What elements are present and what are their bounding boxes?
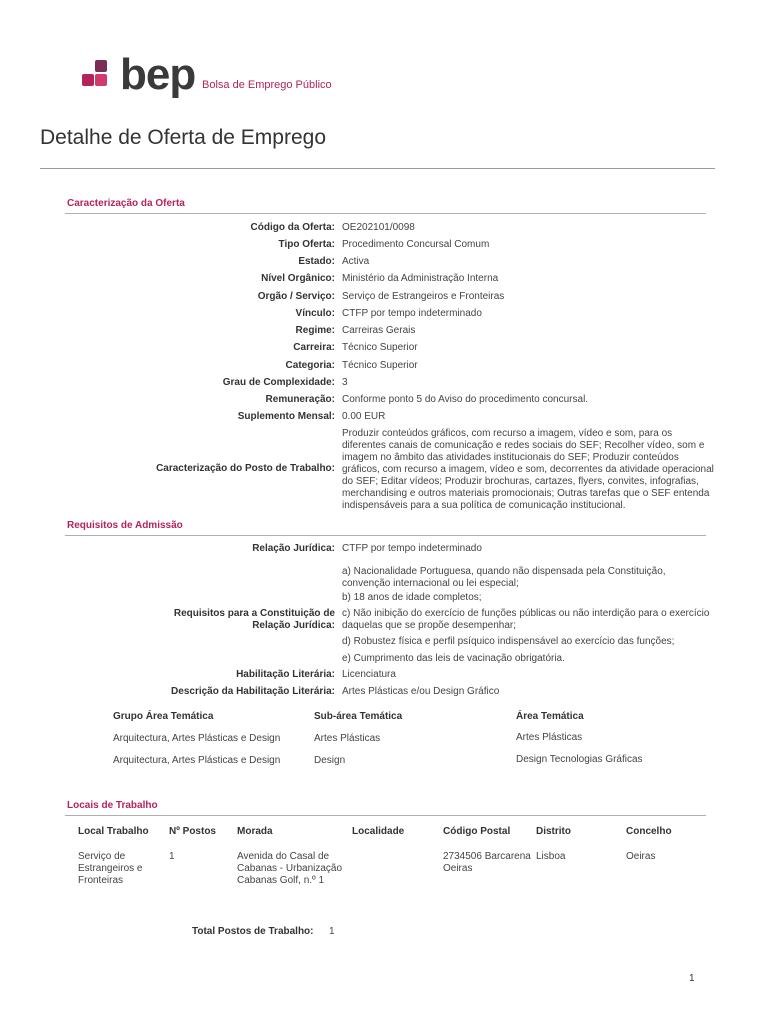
- field-value: Carreiras Gerais: [342, 325, 416, 336]
- table-header: Código Postal: [443, 826, 511, 837]
- field-label: Tipo Oferta:: [278, 239, 335, 250]
- table-cell: Arquitectura, Artes Plásticas e Design: [113, 755, 281, 766]
- table-cell: Oeiras: [626, 851, 656, 862]
- table-header: Área Temática: [516, 711, 584, 722]
- requisito-item: c) Não inibição do exercício de funções públicas ou não interdição para o exercício daquelas que se propõe desempenhar;: [342, 608, 710, 631]
- field-label: Habilitação Literária:: [236, 669, 335, 680]
- field-label: Suplemento Mensal:: [237, 411, 335, 422]
- table-header: Localidade: [352, 826, 405, 837]
- field-value: OE202101/0098: [342, 222, 415, 233]
- field-value: CTFP por tempo indeterminado: [342, 543, 482, 554]
- page-number: 1: [689, 973, 695, 984]
- page-title: Detalhe de Oferta de Emprego: [40, 126, 327, 149]
- table-cell: Artes Plásticas: [314, 733, 381, 744]
- field-value: Serviço de Estrangeiros e Fronteiras: [342, 291, 505, 302]
- field-value: Procedimento Concursal Comum: [342, 239, 490, 250]
- total-postos-value: 1: [329, 926, 335, 937]
- field-label: Requisitos para a Constituição de: [173, 608, 335, 619]
- logo-square: [82, 74, 94, 86]
- section-divider: [65, 535, 706, 536]
- field-label: Relação Jurídica:: [252, 543, 335, 554]
- total-postos-label: Total Postos de Trabalho:: [192, 926, 314, 937]
- table-header: Distrito: [536, 826, 571, 837]
- field-value: 0.00 EUR: [342, 411, 386, 422]
- field-label: Relação Jurídica:: [252, 620, 335, 631]
- title-divider: [40, 168, 715, 169]
- field-value: Ministério da Administração Interna: [342, 273, 499, 284]
- field-value: 3: [342, 377, 348, 388]
- table-header: Morada: [237, 826, 273, 837]
- requisito-item: a) Nacionalidade Portuguesa, quando não dispensada pela Constituição, convenção internacional ou lei especial;: [342, 566, 666, 589]
- field-value: Técnico Superior: [342, 342, 418, 353]
- table-cell: Design: [314, 755, 346, 766]
- requisito-item: d) Robustez física e perfil psíquico indispensável ao exercício das funções;: [342, 636, 675, 647]
- logo-square: [95, 74, 107, 86]
- logo-subtitle: Bolsa de Emprego Público: [202, 79, 332, 91]
- table-cell: Artes Plásticas: [516, 732, 583, 743]
- field-value: Conforme ponto 5 do Aviso do procedimento concursal.: [342, 394, 589, 405]
- field-label: Estado:: [298, 256, 335, 267]
- table-header: Nº Postos: [169, 826, 216, 837]
- field-value: Artes Plásticas e/ou Design Gráfico: [342, 686, 500, 697]
- table-cell: Avenida do Casal de Cabanas - Urbanização Cabanas Golf, n.º 1: [237, 851, 343, 886]
- field-label: Vínculo:: [295, 308, 335, 319]
- table-cell: Arquitectura, Artes Plásticas e Design: [113, 733, 281, 744]
- table-header: Concelho: [626, 826, 672, 837]
- field-value: Activa: [342, 256, 370, 267]
- requisito-item: e) Cumprimento das leis de vacinação obrigatória.: [342, 653, 565, 664]
- section-title-requisitos: Requisitos de Admissão: [67, 520, 183, 531]
- field-label: Caracterização do Posto de Trabalho:: [156, 463, 335, 474]
- requisito-item: b) 18 anos de idade completos;: [342, 592, 482, 603]
- logo-wordmark: bep: [120, 50, 196, 99]
- field-label: Grau de Complexidade:: [222, 377, 335, 388]
- field-label: Descrição da Habilitação Literária:: [171, 686, 335, 697]
- table-header: Grupo Área Temática: [113, 711, 214, 722]
- table-cell: 1: [169, 851, 175, 862]
- field-label: Nível Orgânico:: [261, 273, 335, 284]
- field-label: Regime:: [295, 325, 335, 336]
- logo-square: [95, 60, 107, 72]
- table-cell: Design Tecnologias Gráficas: [516, 754, 643, 765]
- table-cell: 2734506 Barcarena Oeiras: [443, 851, 531, 874]
- table-header: Local Trabalho: [78, 826, 149, 837]
- table-cell: Serviço de Estrangeiros e Fronteiras: [78, 851, 143, 886]
- field-value: Técnico Superior: [342, 360, 418, 371]
- field-label: Categoria:: [285, 360, 335, 371]
- section-divider: [65, 815, 706, 816]
- section-divider: [65, 213, 706, 214]
- field-label: Remuneração:: [265, 394, 335, 405]
- section-title-locais: Locais de Trabalho: [67, 800, 158, 811]
- field-label: Orgão / Serviço:: [257, 291, 335, 302]
- posto-trabalho-description: Produzir conteúdos gráficos, com recurso a imagem, vídeo e som, para os diferentes canais de comunicação e redes sociais do SEF; Recolher vídeo, som e imagem no âmbito das atividades institucionais do SEF; Produzir conteúdos gráficos, com recurso a imagem, vídeo e som, decorrentes da atividade operacional do SEF; Editar vídeos; Produzir brochuras, cartazes, flyers, convites, infografias, merchandising e outros materiais promocionais; Outras tarefas que o SEF entenda indispensáveis para a sua política de comunicação institucional.: [342, 428, 714, 511]
- table-cell: Lisboa: [536, 851, 566, 862]
- field-label: Carreira:: [293, 342, 335, 353]
- field-value: CTFP por tempo indeterminado: [342, 308, 482, 319]
- field-value: Licenciatura: [342, 669, 396, 680]
- section-title-caracterizacao: Caracterização da Oferta: [67, 198, 185, 209]
- table-header: Sub-área Temática: [314, 711, 403, 722]
- field-label: Código da Oferta:: [250, 222, 335, 233]
